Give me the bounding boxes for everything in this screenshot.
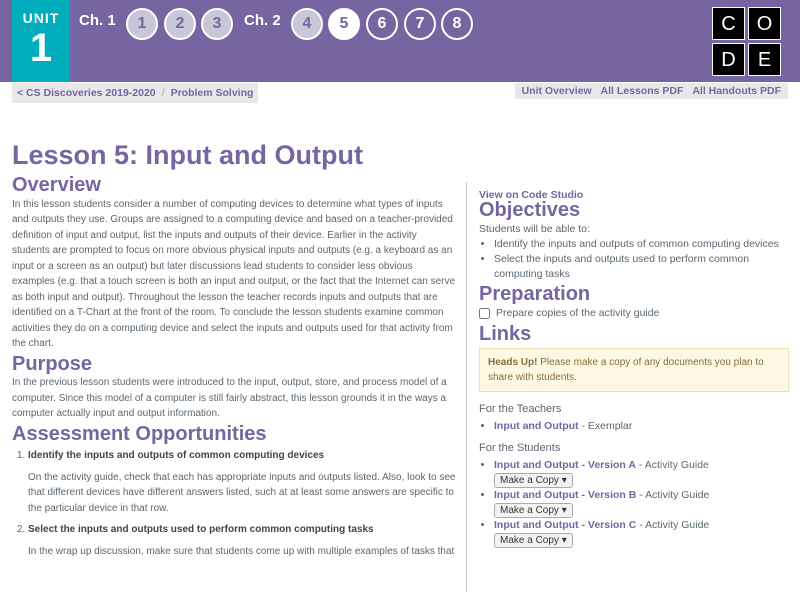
view-on-code-studio-link[interactable]: View on Code Studio [479, 189, 584, 201]
prep-checkbox[interactable] [479, 308, 490, 319]
all-lessons-pdf-link[interactable]: All Lessons PDF [600, 85, 684, 97]
make-a-copy-button[interactable]: Make a Copy ▾ [494, 503, 573, 518]
student-link-suffix: - Activity Guide [636, 489, 710, 501]
make-a-copy-button[interactable]: Make a Copy ▾ [494, 533, 573, 548]
objectives-heading: Objectives [479, 199, 581, 221]
all-handouts-pdf-link[interactable]: All Handouts PDF [692, 85, 781, 97]
logo-letter: D [712, 43, 745, 76]
lesson-bubble-8[interactable]: 8 [441, 8, 473, 40]
unit-number: 1 [29, 26, 53, 70]
objectives-intro: Students will be able to: [479, 223, 590, 235]
assessment-heading: Assessment Opportunities [12, 422, 267, 445]
list-item: • Identify the inputs and outputs of common computing devices [494, 237, 789, 252]
unit-label: UNIT [22, 10, 60, 26]
list-item [28, 522, 457, 559]
assessment-title: 1. Identify the inputs and outputs of common computing devices [28, 450, 325, 461]
unit-overview-link[interactable]: Unit Overview [521, 85, 592, 97]
pdf-links [515, 83, 788, 99]
student-link[interactable]: Input and Output - Version B [494, 489, 637, 501]
lesson-main-content [12, 174, 457, 559]
list-item [28, 448, 457, 516]
code-logo[interactable] [712, 7, 782, 77]
unit-header [0, 0, 800, 82]
heads-up-alert [479, 348, 789, 392]
preparation-heading: Preparation [479, 283, 591, 305]
teachers-label: For the Teachers [479, 403, 562, 415]
student-links [479, 458, 789, 473]
assessment-title: 2. Select the inputs and outputs used to perform common computing tasks [28, 524, 374, 535]
purpose-text: In the previous lesson students were introduced to the input, output, store, and process model of a computer. Since this model of a computer is still fairly abstract, this lesson grounds it in the ways a computer actually input and output information. [12, 377, 447, 419]
student-link-suffix: - Activity Guide [636, 519, 710, 531]
lesson-bubble-4[interactable]: 4 [291, 8, 323, 40]
list-item [494, 518, 789, 533]
alert-bold: Heads Up! [488, 357, 538, 368]
student-links [479, 488, 789, 503]
assessment-text: In the wrap up discussion, make sure that students come up with multiple examples of tasks that [28, 545, 455, 557]
student-links [479, 518, 789, 533]
chapter-2-label: Ch. 2 [244, 12, 281, 29]
student-link-suffix: - Activity Guide [635, 459, 709, 471]
list-item: • Select the inputs and outputs used to perform common computing tasks [494, 252, 789, 282]
alert-text: Please make a copy of any documents you plan to share with students. [488, 357, 764, 383]
list-item [494, 419, 789, 434]
purpose-heading: Purpose [12, 352, 93, 375]
lesson-bubble-5[interactable]: 5 [328, 8, 360, 40]
student-link[interactable]: Input and Output - Version A [494, 459, 636, 471]
lesson-bubble-2[interactable]: 2 [164, 8, 196, 40]
overview-heading: Overview [12, 174, 101, 196]
lesson-bubble-1[interactable]: 1 [126, 8, 158, 40]
teacher-link-suffix: - Exemplar [578, 420, 633, 432]
logo-letter: C [712, 7, 745, 40]
assessment-text: On the activity guide, check that each has appropriate inputs and outputs listed. Also, look to see that different devices have different answers listed, such at at least some answers are specific to the particular device in that row. [28, 471, 456, 514]
overview-text: In this lesson students consider a number of computing devices to determine what types of inputs and outputs they use. Groups are assigned to a computing device and based on a teacher-provided definition of input and output, list the inputs and outputs of their device. Earlier in the activity students are prompted to focus on more obvious physical inputs and outputs (e.g. a keyboard as an input or a screen as an output) but later discussions lead students to consider less obvious examples (e.g. that a touch screen is both an input and output, or the fact that the Internet can serve as both input and output). Throughout the lesson the teacher records inputs and outputs that are identified on a T-Chart at the front of the room. To conclude the lesson students examine common activities they do on a computing device and select the inputs and outputs used for that activity from the chart. [12, 198, 456, 349]
logo-letter: E [748, 43, 781, 76]
list-item [494, 488, 789, 503]
teacher-link[interactable]: Input and Output [494, 420, 579, 432]
make-a-copy-button[interactable]: Make a Copy ▾ [494, 473, 573, 488]
lesson-sidebar [479, 188, 789, 548]
student-link[interactable]: Input and Output - Version C [494, 519, 637, 531]
links-heading: Links [479, 323, 532, 345]
students-label: For the Students [479, 442, 561, 454]
lesson-bubble-6[interactable]: 6 [366, 8, 398, 40]
unit-badge[interactable] [12, 0, 70, 82]
breadcrumb-course-link[interactable]: < CS Discoveries 2019-2020 [17, 87, 156, 99]
chapter-1-label: Ch. 1 [79, 12, 116, 29]
page-title: Lesson 5: Input and Output [12, 140, 363, 170]
teacher-links [479, 419, 789, 434]
assessment-list [12, 448, 457, 559]
prep-item-label: Prepare copies of the activity guide [496, 307, 660, 319]
breadcrumb: < CS Discoveries 2019-2020 / Problem Solving [12, 83, 258, 103]
breadcrumb-section-link[interactable]: Problem Solving [170, 87, 254, 99]
lesson-bubble-3[interactable]: 3 [201, 8, 233, 40]
lesson-bubble-7[interactable]: 7 [404, 8, 436, 40]
logo-letter: O [748, 7, 781, 40]
objectives-list [479, 237, 789, 282]
column-divider [466, 182, 467, 592]
list-item [494, 458, 789, 473]
